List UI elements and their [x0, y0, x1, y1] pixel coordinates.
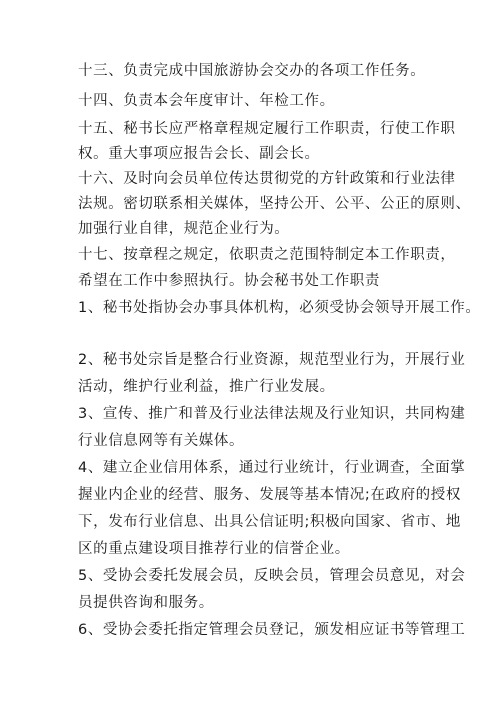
text-line: 握业内企业的经营、服务、发展等基本情况;在政府的授权 [78, 487, 461, 503]
text-line: 法规。密切联系相关媒体，坚持公开、公平、公正的原则、 [78, 196, 471, 212]
text-line: 加强行业自律，规范企业行为。 [78, 221, 290, 237]
text-line: 行业信息网等有关媒体。 [78, 433, 245, 449]
text-line: 十四、负责本会年度审计、年检工作。 [78, 93, 335, 109]
text-line: 活动，维护行业利益，推广行业发展。 [78, 379, 335, 395]
text-line: 十七、按章程之规定，依职责之范围特制定本工作职责， [78, 247, 456, 263]
text-line: 希望在工作中参照执行。协会秘书处工作职责 [78, 273, 380, 289]
text-line: 十五、秘书长应严格章程规定履行工作职责，行使工作职 [78, 121, 456, 137]
text-line: 5、受协会委托发展会员，反映会员，管理会员意见，对会 [78, 568, 466, 584]
text-line: 4、建立企业信用体系，通过行业统计，行业调查，全面掌 [78, 460, 466, 476]
text-line: 1、秘书处指协会办事具体机构，必须受协会领导开展工作。 [78, 300, 481, 316]
text-line: 2、秘书处宗旨是整合行业资源，规范型业行为，开展行业 [78, 352, 466, 368]
text-line: 十六、及时向会员单位传达贯彻党的方针政策和行业法律 [78, 171, 456, 187]
text-line: 3、宣传、推广和普及行业法律法规及行业知识，共同构建 [78, 406, 466, 422]
text-line: 员提供咨询和服务。 [78, 595, 214, 611]
text-line: 6、受协会委托指定管理会员登记，颁发相应证书等管理工 [78, 622, 466, 638]
text-line: 区的重点建设项目推荐行业的信誉企业。 [78, 541, 350, 557]
text-line: 十三、负责完成中国旅游协会交办的各项工作任务。 [78, 63, 426, 79]
text-line: 下，发布行业信息、出具公信证明;积极向国家、省市、地 [78, 514, 461, 530]
text-line: 权。重大事项应报告会长、副会长。 [78, 146, 320, 162]
